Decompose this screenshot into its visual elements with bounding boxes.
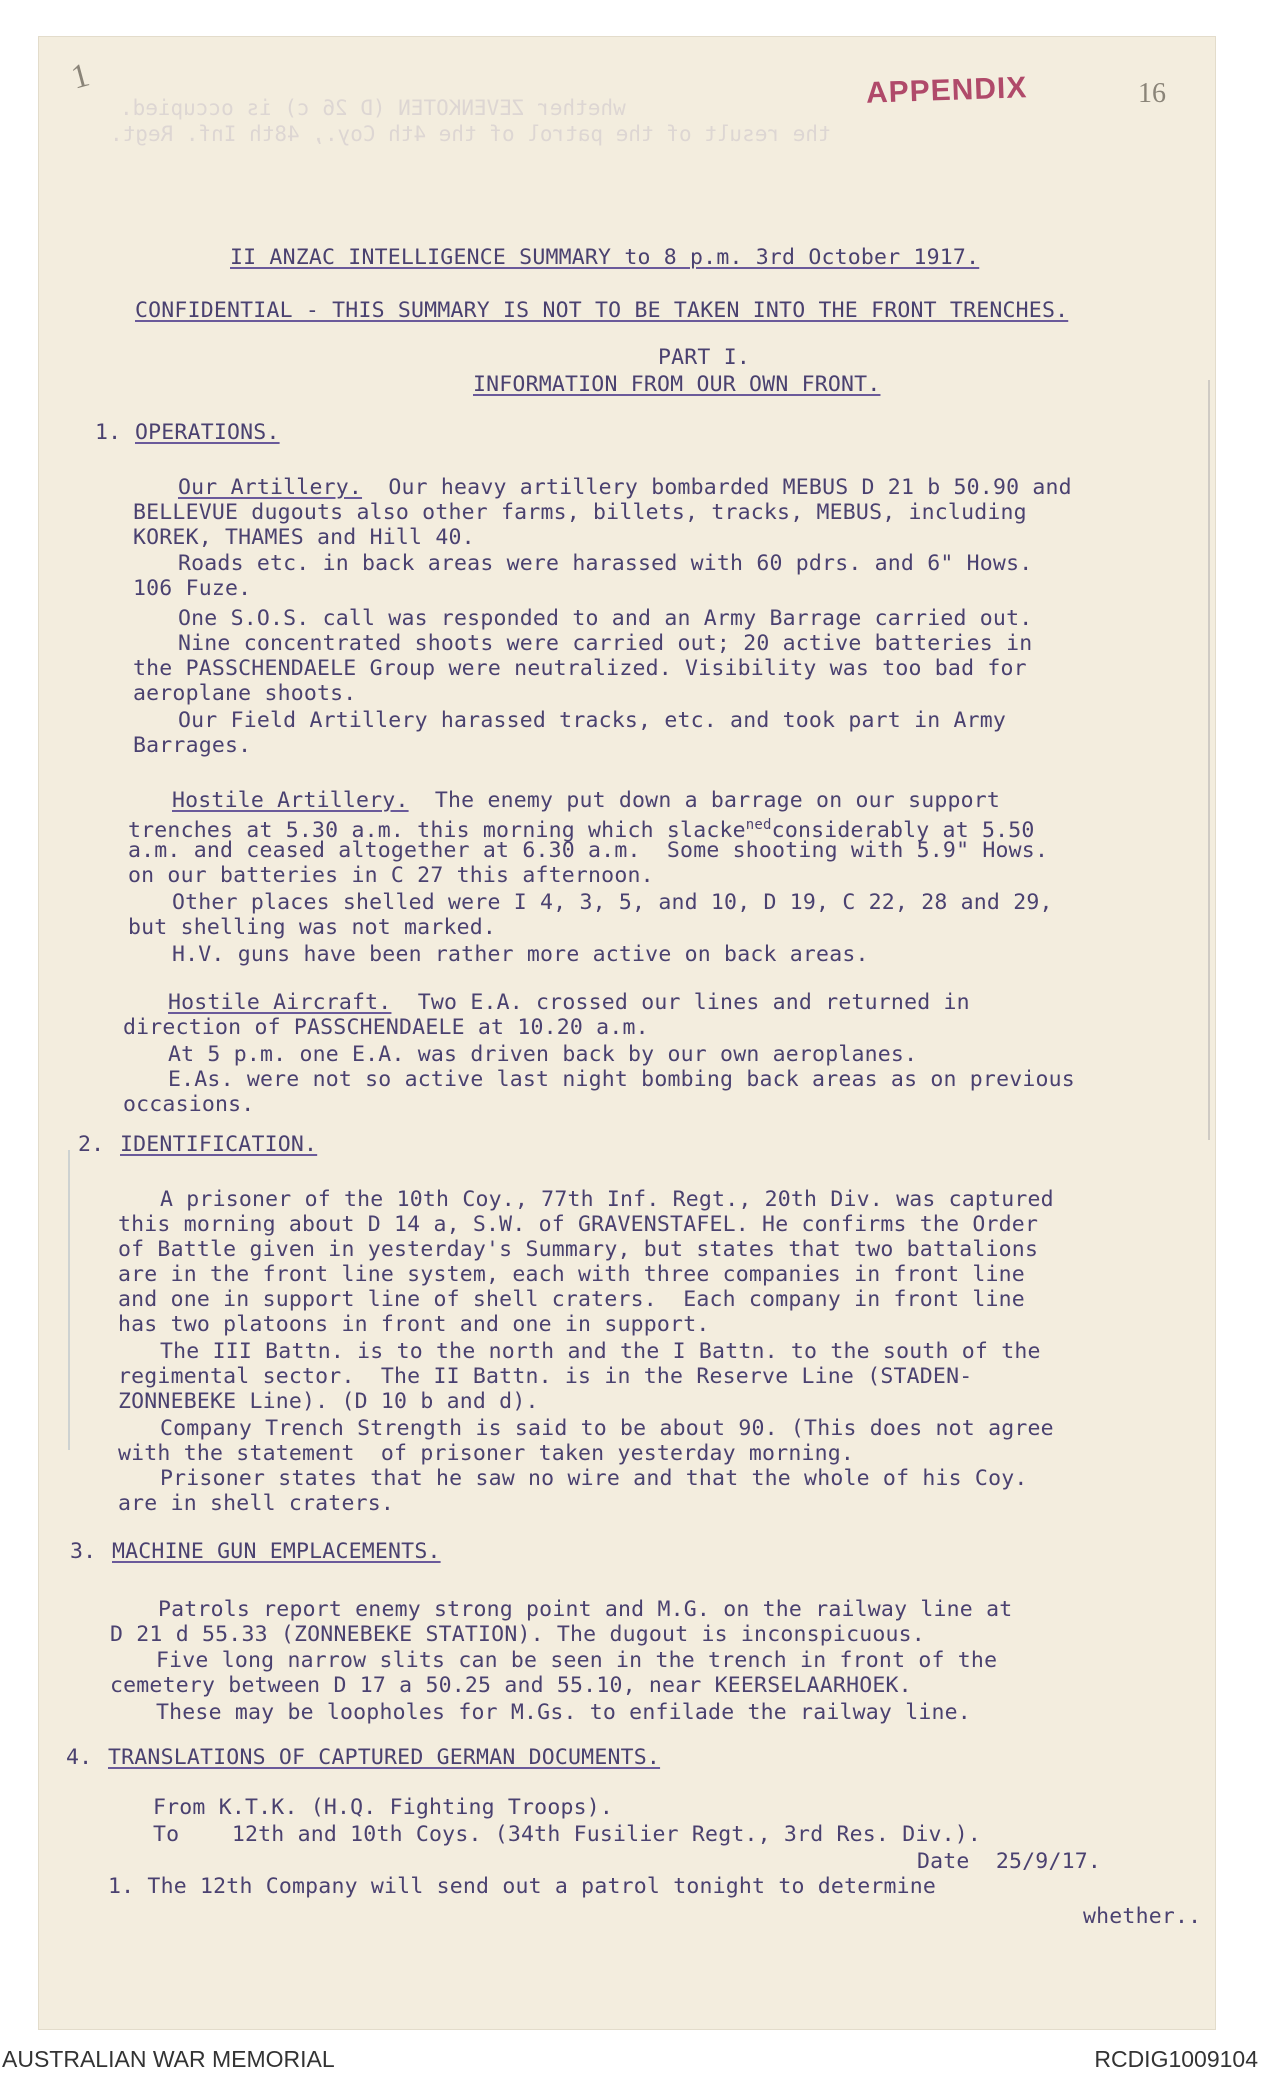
paragraph-line: Prisoner states that he saw no wire and that the whole of his Coy. [160, 1466, 1028, 1491]
paragraph-line: on our batteries in C 27 this afternoon. [128, 863, 654, 888]
appendix-stamp: APPENDIX [865, 71, 1028, 110]
margin-line [68, 1150, 70, 1450]
subheading: Hostile Artillery. [172, 788, 409, 813]
paragraph-line: Patrols report enemy strong point and M.G. on the railway line at [158, 1597, 1013, 1622]
paragraph-line: Other places shelled were I 4, 3, 5, and 10, D 19, C 22, 28 and 29, [172, 890, 1053, 915]
margin-line [1208, 380, 1210, 1140]
section-number: 1. [95, 420, 122, 445]
section-heading: MACHINE GUN EMPLACEMENTS. [112, 1539, 441, 1564]
corner-mark: 1 [67, 56, 94, 97]
paragraph-line: occasions. [123, 1092, 255, 1117]
paragraph-line: Five long narrow slits can be seen in the trench in front of the [156, 1648, 998, 1673]
section-heading: TRANSLATIONS OF CAPTURED GERMAN DOCUMENTS. [108, 1745, 661, 1770]
paragraph-line: One S.O.S. call was responded to and an Army Barrage carried out. [178, 606, 1033, 631]
section-heading: IDENTIFICATION. [120, 1132, 318, 1157]
paragraph-line: Hostile Artillery. The enemy put down a barrage on our support [172, 788, 1001, 813]
paragraph-line: 1. The 12th Company will send out a patrol tonight to determine [108, 1874, 937, 1899]
paragraph-line: D 21 d 55.33 (ZONNEBEKE STATION). The dugout is inconspicuous. [110, 1622, 925, 1647]
paragraph-line: the PASSCHENDAELE Group were neutralized. Visibility was too bad for [133, 656, 1027, 681]
paragraph-line: The III Battn. is to the north and the I Battn. to the south of the [160, 1339, 1041, 1364]
paragraph-line: KOREK, THAMES and Hill 40. [133, 525, 475, 550]
paragraph-line: with the statement of prisoner taken yesterday morning. [118, 1441, 855, 1466]
footer-record-id: RCDIG1009104 [1094, 2046, 1258, 2072]
paragraph-line: direction of PASSCHENDAELE at 10.20 a.m. [123, 1015, 649, 1040]
paragraph-line: A prisoner of the 10th Coy., 77th Inf. Regt., 20th Div. was captured [160, 1187, 1054, 1212]
part-title: INFORMATION FROM OUR OWN FRONT. [473, 372, 881, 397]
paragraph-line: Our Artillery. Our heavy artillery bombarded MEBUS D 21 b 50.90 and [178, 475, 1072, 500]
paragraph-line: trenches at 5.30 a.m. this morning which slacke$^{ned}$considerably at 5.50 [128, 817, 1035, 844]
paragraph-line: regimental sector. The II Battn. is in the Reserve Line (STADEN- [118, 1364, 973, 1389]
memo-date: Date 25/9/17. [917, 1849, 1102, 1874]
subheading: Hostile Aircraft. [168, 990, 392, 1015]
paragraph-line: At 5 p.m. one E.A. was driven back by our own aeroplanes. [168, 1042, 918, 1067]
paragraph-line: and one in support line of shell craters. Each company in front line [118, 1287, 1025, 1312]
part-label: PART I. [658, 345, 751, 370]
continuation-text: whether.. [1083, 1904, 1202, 1929]
page-number: 16 [1138, 78, 1166, 109]
subheading: Our Artillery. [178, 475, 363, 500]
paragraph-line: Our Field Artillery harassed tracks, etc. and took part in Army [178, 708, 1007, 733]
section-number: 3. [70, 1539, 97, 1564]
paragraph-line: cemetery between D 17 a 50.25 and 55.10, near KEERSELAARHOEK. [110, 1673, 912, 1698]
bleed-through-text: the result of the patrol of the 4th Coy., 48th Inf. Regt. [110, 122, 831, 146]
paragraph-line: are in shell craters. [118, 1491, 395, 1516]
paragraph-line: has two platoons in front and one in support. [118, 1312, 710, 1337]
paragraph-line: 106 Fuze. [133, 576, 252, 601]
paragraph-line: Company Trench Strength is said to be about 90. (This does not agree [160, 1416, 1054, 1441]
paragraph-line: ZONNEBEKE Line). (D 10 b and d). [118, 1389, 539, 1414]
section-heading: OPERATIONS. [135, 420, 280, 445]
section-number: 4. [66, 1745, 93, 1770]
paragraph-line: H.V. guns have been rather more active on back areas. [172, 942, 869, 967]
bleed-through-text: whether ZEVENKOTEN (D 26 c) is occupied. [120, 96, 626, 120]
paragraph-line: aeroplane shoots. [133, 681, 357, 706]
paragraph-line: Roads etc. in back areas were harassed with 60 pdrs. and 6" Hows. [178, 551, 1033, 576]
paragraph-line: These may be loopholes for M.Gs. to enfilade the railway line. [156, 1700, 971, 1725]
paragraph-line: this morning about D 14 a, S.W. of GRAVENSTAFEL. He confirms the Order [118, 1212, 1039, 1237]
paragraph-line: BELLEVUE dugouts also other farms, billets, tracks, MEBUS, including [133, 500, 1027, 525]
paragraph-line: of Battle given in yesterday's Summary, but states that two battalions [118, 1237, 1039, 1262]
memo-from: From K.T.K. (H.Q. Fighting Troops). [153, 1795, 614, 1820]
section-number: 2. [78, 1132, 105, 1157]
paragraph-line: are in the front line system, each with three companies in front line [118, 1262, 1025, 1287]
memo-to: To 12th and 10th Coys. (34th Fusilier Regt., 3rd Res. Div.). [153, 1822, 982, 1847]
confidential-notice: CONFIDENTIAL - THIS SUMMARY IS NOT TO BE TAKEN INTO THE FRONT TRENCHES. [135, 298, 1069, 323]
paragraph-line: Hostile Aircraft. Two E.A. crossed our lines and returned in [168, 990, 970, 1015]
footer-archive-name: AUSTRALIAN WAR MEMORIAL [2, 2046, 335, 2072]
paragraph-line: Nine concentrated shoots were carried out; 20 active batteries in [178, 631, 1033, 656]
document-title: II ANZAC INTELLIGENCE SUMMARY to 8 p.m. 3rd October 1917. [230, 245, 980, 270]
paragraph-line: a.m. and ceased altogether at 6.30 a.m. Some shooting with 5.9" Hows. [128, 838, 1049, 863]
paragraph-line: but shelling was not marked. [128, 915, 497, 940]
paragraph-line: Barrages. [133, 733, 252, 758]
paragraph-line: E.As. were not so active last night bombing back areas as on previous [168, 1067, 1075, 1092]
